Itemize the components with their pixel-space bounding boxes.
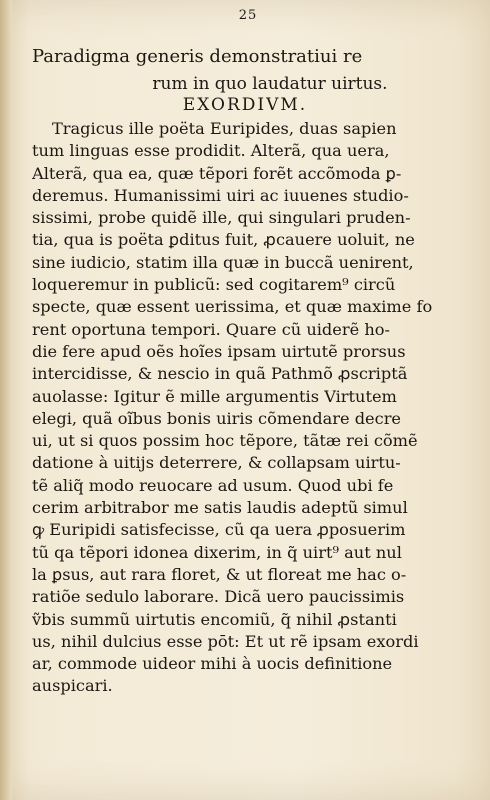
text-line: ꝙ Euripidi satisfecisse, cũ qa uera ꝓposuerim: [32, 520, 406, 540]
text-line: tũ qa tẽpori idonea dixerim, in q̃ uirt⁹ aut nul: [32, 542, 402, 562]
text-line: sine iudicio, statim illa quæ in buccã uenirent,: [32, 252, 414, 272]
text-line: ui, ut si quos possim hoc tẽpore, tãtæ rei cõmẽ: [32, 431, 418, 451]
text-line: intercidisse, & nescio in quã Pathmõ ꝓscriptã: [32, 364, 408, 384]
text-line: specte, quæ essent uerissima, et quæ maxime fo: [32, 297, 433, 317]
text-line: rent oportuna tempori. Quare cũ uiderẽ ho-: [32, 319, 390, 339]
text-line: sissimi, probe quidẽ ille, qui singulari pruden-: [32, 208, 411, 228]
text-line: loqueremur in publicũ: sed cogitarem⁹ circũ: [32, 275, 396, 295]
text-line: deremus. Humanissimi uiri ac iuuenes studio-: [32, 185, 409, 205]
text-line: ṽbis summũ uirtutis encomiũ, q̃ nihil ꝓstanti: [32, 609, 397, 629]
page-number: 25: [238, 8, 258, 23]
text-line: Alterã, qua ea, quæ tẽpori forẽt accõmoda ꝑ-: [32, 163, 402, 183]
text-line: datione à uitijs deterrere, & collapsam uirtu-: [32, 453, 401, 473]
text-line: elegi, quã oĩbus bonis uiris cõmendare decre: [32, 408, 402, 428]
text-line: cerim arbitrabor me satis laudis adeptũ simul: [32, 498, 408, 518]
text-line: die fere apud oẽs hoĩes ipsam uirtutẽ prorsus: [32, 341, 406, 361]
text-line: auspicari.: [32, 676, 113, 696]
body-text: [32, 118, 468, 698]
text-line: tẽ aliq̃ modo reuocare ad usum. Quod ubi fe: [32, 475, 394, 495]
text-line: us, nihil dulcius esse pōt: Et ut rẽ ipsam exordi: [32, 631, 419, 651]
text-line: la ꝑsus, aut rara floret, & ut floreat me hac o-: [32, 564, 407, 584]
text-line: tia, qua is poëta ꝑditus fuit, ꝓcauere uoluit, ne: [32, 230, 415, 250]
text-line: ratiõe sedulo laborare. Dicã uero paucissimis: [32, 587, 405, 607]
section-title: EXORDIVM.: [182, 95, 308, 115]
page-gutter: [0, 0, 12, 800]
text-line: tum linguas esse prodidit. Alterã, qua uera,: [32, 141, 390, 161]
heading-line-1: Paradigma generis demonstratiui re: [32, 46, 363, 67]
text-line: Tragicus ille poëta Euripides, duas sapien: [52, 119, 397, 138]
heading-line-2: rum in quo laudatur uirtus.: [152, 74, 388, 94]
text-line: ar, commode uideor mihi à uocis definitione: [32, 654, 393, 674]
text-line: auolasse: Igitur ẽ mille argumentis Virtutem: [32, 386, 397, 406]
